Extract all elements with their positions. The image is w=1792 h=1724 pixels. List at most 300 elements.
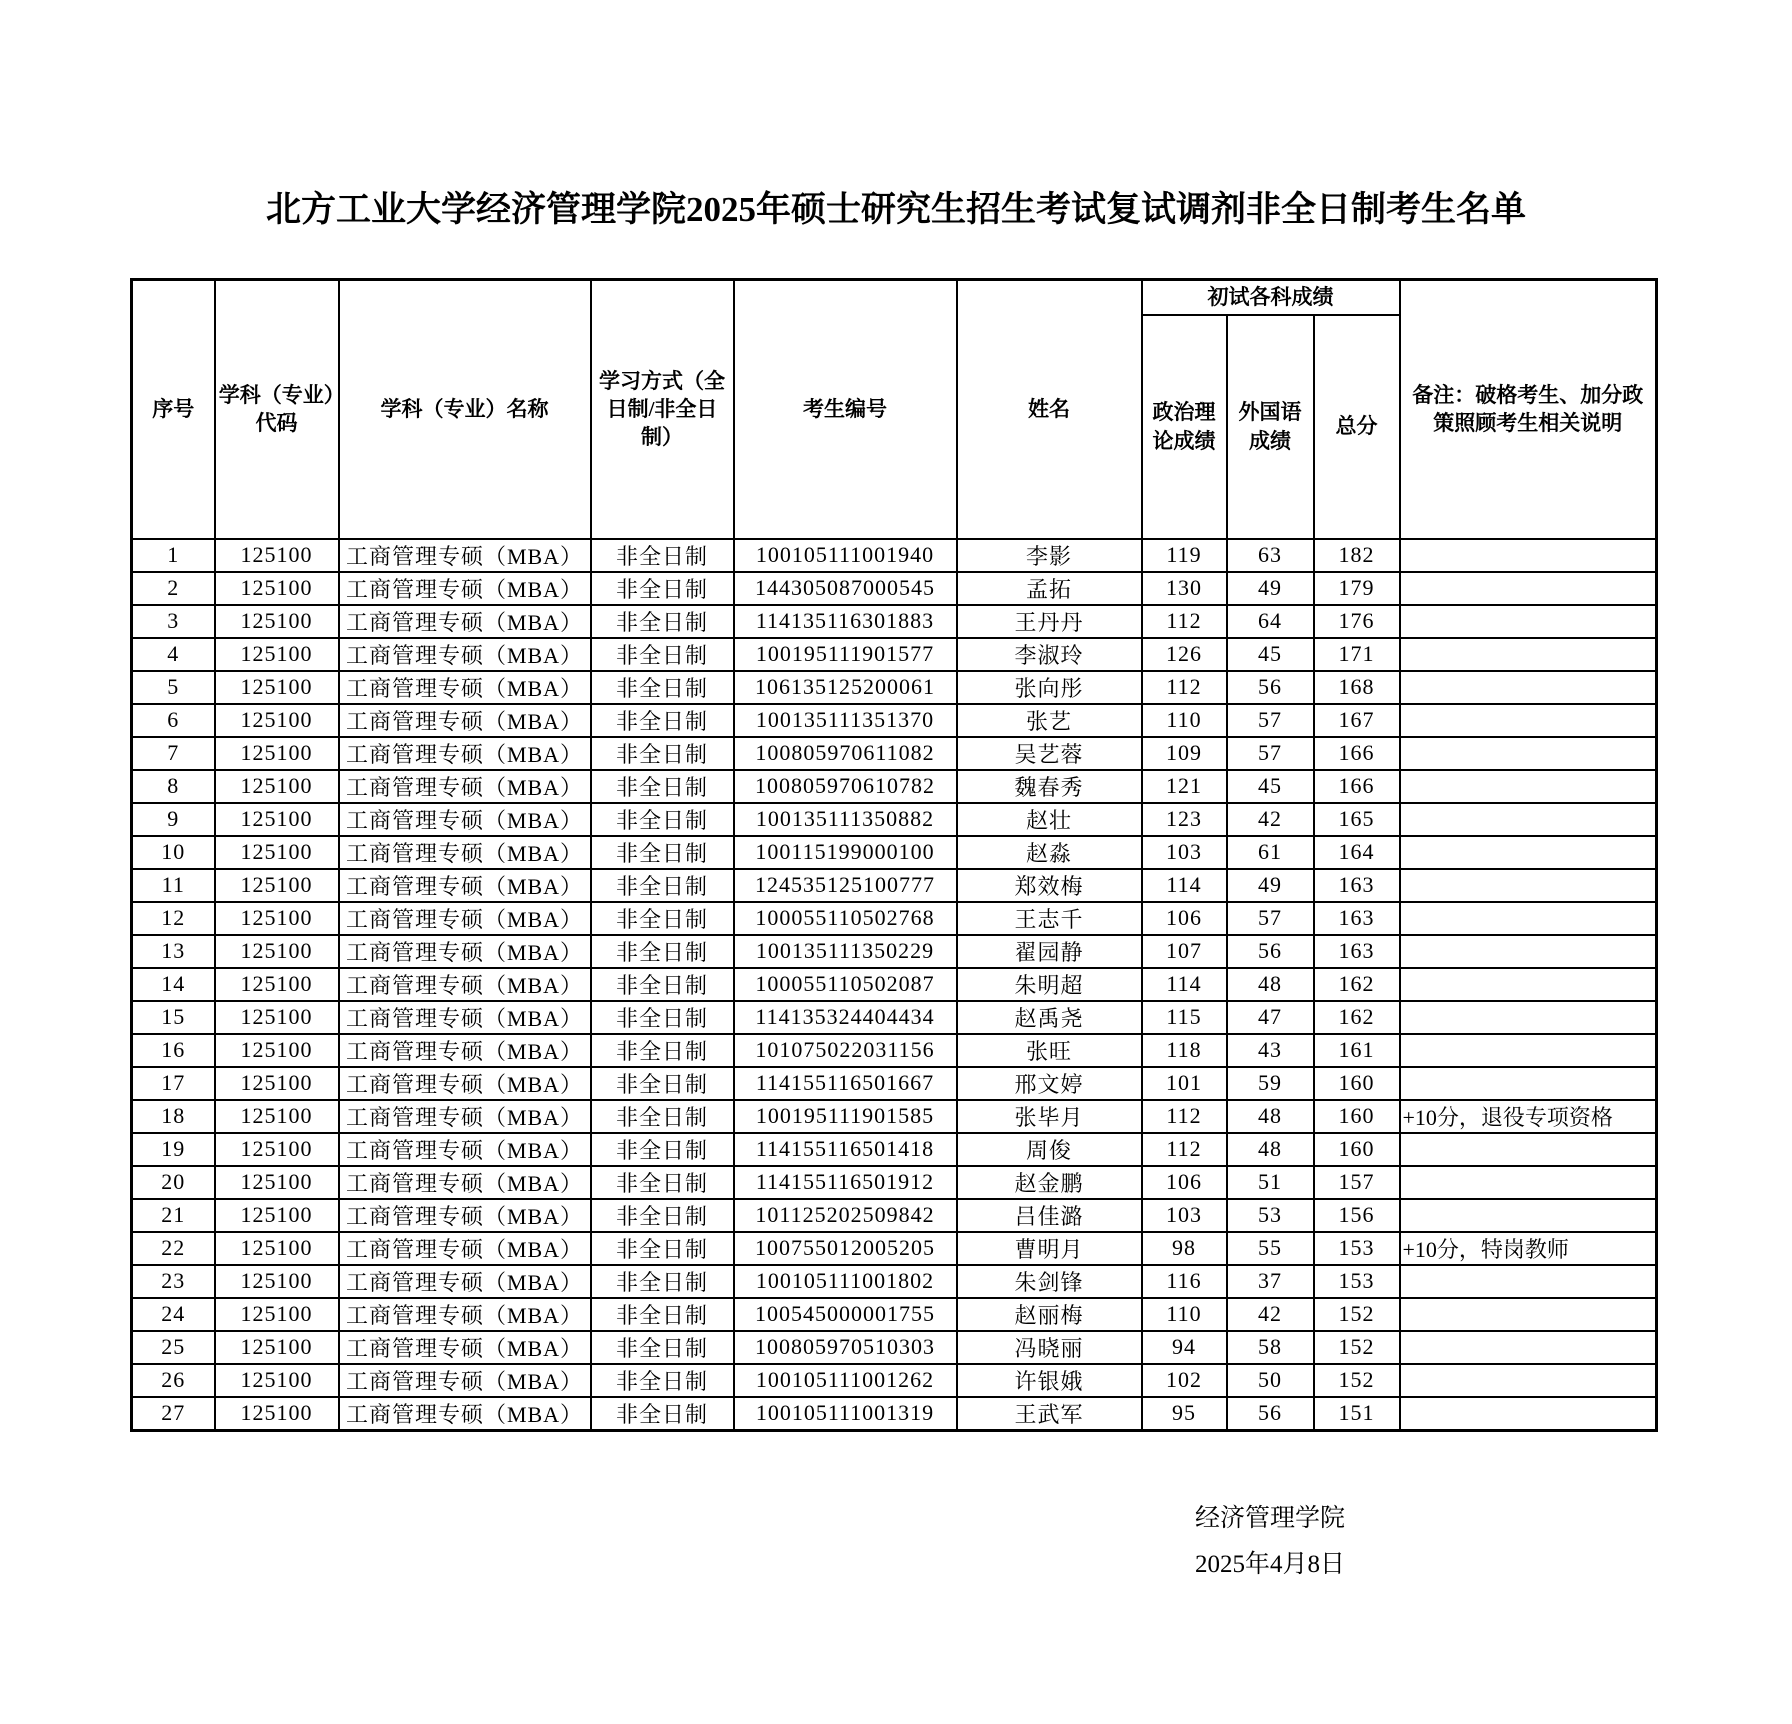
cell-index: 12 — [132, 902, 215, 935]
cell-mode: 非全日制 — [591, 1397, 734, 1431]
cell-remark — [1400, 935, 1657, 968]
cell-mode: 非全日制 — [591, 1133, 734, 1166]
cell-index: 22 — [132, 1232, 215, 1265]
cell-index: 1 — [132, 539, 215, 572]
cell-major: 工商管理专硕（MBA） — [339, 869, 591, 902]
cell-politics: 106 — [1142, 1166, 1227, 1199]
cell-code: 125100 — [215, 770, 339, 803]
cell-index: 18 — [132, 1100, 215, 1133]
cell-foreign: 45 — [1227, 770, 1314, 803]
header-remark: 备注：破格考生、加分政策照顾考生相关说明 — [1400, 280, 1657, 539]
table-row — [132, 1232, 1657, 1265]
cell-index: 7 — [132, 737, 215, 770]
cell-candidate_no: 100055110502768 — [734, 902, 957, 935]
table-row — [132, 968, 1657, 1001]
cell-code: 125100 — [215, 803, 339, 836]
header-total: 总分 — [1314, 315, 1400, 539]
cell-remark — [1400, 638, 1657, 671]
cell-remark: +10分，特岗教师 — [1400, 1232, 1657, 1265]
cell-major: 工商管理专硕（MBA） — [339, 1331, 591, 1364]
cell-mode: 非全日制 — [591, 968, 734, 1001]
cell-foreign: 48 — [1227, 1100, 1314, 1133]
cell-index: 11 — [132, 869, 215, 902]
cell-code: 125100 — [215, 539, 339, 572]
cell-candidate_no: 100805970611082 — [734, 737, 957, 770]
cell-mode: 非全日制 — [591, 539, 734, 572]
cell-name: 李影 — [957, 539, 1142, 572]
cell-remark — [1400, 770, 1657, 803]
cell-major: 工商管理专硕（MBA） — [339, 671, 591, 704]
cell-name: 许银娥 — [957, 1364, 1142, 1397]
cell-candidate_no: 100115199000100 — [734, 836, 957, 869]
cell-foreign: 57 — [1227, 704, 1314, 737]
table-row — [132, 1100, 1657, 1133]
cell-politics: 98 — [1142, 1232, 1227, 1265]
cell-name: 魏春秀 — [957, 770, 1142, 803]
cell-name: 赵金鹏 — [957, 1166, 1142, 1199]
cell-candidate_no: 101125202509842 — [734, 1199, 957, 1232]
cell-politics: 102 — [1142, 1364, 1227, 1397]
cell-politics: 123 — [1142, 803, 1227, 836]
cell-candidate_no: 100055110502087 — [734, 968, 957, 1001]
cell-code: 125100 — [215, 572, 339, 605]
cell-politics: 101 — [1142, 1067, 1227, 1100]
cell-foreign: 37 — [1227, 1265, 1314, 1298]
table-row — [132, 1133, 1657, 1166]
table-header — [132, 280, 1657, 539]
header-row-1 — [132, 280, 1657, 315]
cell-candidate_no: 100195111901585 — [734, 1100, 957, 1133]
table-row — [132, 1166, 1657, 1199]
cell-total: 156 — [1314, 1199, 1400, 1232]
signature-org: 经济管理学院 — [1194, 1505, 1345, 1532]
cell-index: 26 — [132, 1364, 215, 1397]
cell-total: 176 — [1314, 605, 1400, 638]
table-row — [132, 869, 1657, 902]
cell-foreign: 56 — [1227, 935, 1314, 968]
cell-remark — [1400, 1298, 1657, 1331]
table-row — [132, 539, 1657, 572]
cell-candidate_no: 114155116501667 — [734, 1067, 957, 1100]
cell-total: 167 — [1314, 704, 1400, 737]
cell-politics: 112 — [1142, 1100, 1227, 1133]
cell-total: 162 — [1314, 1001, 1400, 1034]
cell-foreign: 47 — [1227, 1001, 1314, 1034]
cell-total: 166 — [1314, 737, 1400, 770]
cell-mode: 非全日制 — [591, 704, 734, 737]
cell-foreign: 56 — [1227, 1397, 1314, 1431]
cell-foreign: 58 — [1227, 1331, 1314, 1364]
cell-name: 孟拓 — [957, 572, 1142, 605]
cell-candidate_no: 100805970510303 — [734, 1331, 957, 1364]
header-foreign: 外国语成绩 — [1227, 315, 1314, 539]
cell-index: 13 — [132, 935, 215, 968]
cell-major: 工商管理专硕（MBA） — [339, 770, 591, 803]
cell-total: 164 — [1314, 836, 1400, 869]
table-row — [132, 737, 1657, 770]
header-name: 姓名 — [957, 280, 1142, 539]
cell-candidate_no: 100755012005205 — [734, 1232, 957, 1265]
cell-major: 工商管理专硕（MBA） — [339, 1265, 591, 1298]
cell-major: 工商管理专硕（MBA） — [339, 605, 591, 638]
cell-mode: 非全日制 — [591, 605, 734, 638]
cell-remark: +10分，退役专项资格 — [1400, 1100, 1657, 1133]
cell-total: 151 — [1314, 1397, 1400, 1431]
cell-politics: 114 — [1142, 869, 1227, 902]
cell-foreign: 42 — [1227, 803, 1314, 836]
cell-major: 工商管理专硕（MBA） — [339, 638, 591, 671]
header-candidate-no: 考生编号 — [734, 280, 957, 539]
cell-politics: 107 — [1142, 935, 1227, 968]
cell-remark — [1400, 605, 1657, 638]
cell-politics: 109 — [1142, 737, 1227, 770]
table-row — [132, 1298, 1657, 1331]
cell-mode: 非全日制 — [591, 1034, 734, 1067]
cell-name: 吕佳潞 — [957, 1199, 1142, 1232]
cell-major: 工商管理专硕（MBA） — [339, 1199, 591, 1232]
cell-major: 工商管理专硕（MBA） — [339, 572, 591, 605]
cell-foreign: 61 — [1227, 836, 1314, 869]
cell-politics: 112 — [1142, 1133, 1227, 1166]
cell-code: 125100 — [215, 1133, 339, 1166]
cell-foreign: 63 — [1227, 539, 1314, 572]
cell-total: 163 — [1314, 869, 1400, 902]
signature-block — [1100, 1496, 1440, 1588]
cell-mode: 非全日制 — [591, 1265, 734, 1298]
cell-index: 10 — [132, 836, 215, 869]
cell-code: 125100 — [215, 869, 339, 902]
cell-remark — [1400, 1265, 1657, 1298]
cell-total: 161 — [1314, 1034, 1400, 1067]
cell-mode: 非全日制 — [591, 572, 734, 605]
cell-code: 125100 — [215, 1034, 339, 1067]
cell-code: 125100 — [215, 935, 339, 968]
cell-mode: 非全日制 — [591, 1001, 734, 1034]
cell-candidate_no: 106135125200061 — [734, 671, 957, 704]
cell-foreign: 56 — [1227, 671, 1314, 704]
cell-index: 4 — [132, 638, 215, 671]
cell-foreign: 45 — [1227, 638, 1314, 671]
cell-total: 163 — [1314, 935, 1400, 968]
cell-candidate_no: 100105111001802 — [734, 1265, 957, 1298]
cell-mode: 非全日制 — [591, 638, 734, 671]
cell-mode: 非全日制 — [591, 1364, 734, 1397]
cell-remark — [1400, 704, 1657, 737]
cell-name: 冯晓丽 — [957, 1331, 1142, 1364]
cell-name: 李淑玲 — [957, 638, 1142, 671]
cell-index: 23 — [132, 1265, 215, 1298]
cell-mode: 非全日制 — [591, 1298, 734, 1331]
cell-total: 160 — [1314, 1100, 1400, 1133]
cell-politics: 126 — [1142, 638, 1227, 671]
cell-major: 工商管理专硕（MBA） — [339, 737, 591, 770]
cell-index: 9 — [132, 803, 215, 836]
cell-foreign: 53 — [1227, 1199, 1314, 1232]
cell-remark — [1400, 968, 1657, 1001]
cell-candidate_no: 124535125100777 — [734, 869, 957, 902]
cell-remark — [1400, 539, 1657, 572]
cell-mode: 非全日制 — [591, 770, 734, 803]
cell-name: 翟园静 — [957, 935, 1142, 968]
cell-code: 125100 — [215, 1100, 339, 1133]
table-row — [132, 1331, 1657, 1364]
cell-code: 125100 — [215, 638, 339, 671]
cell-name: 王志千 — [957, 902, 1142, 935]
cell-politics: 112 — [1142, 605, 1227, 638]
cell-total: 168 — [1314, 671, 1400, 704]
cell-foreign: 48 — [1227, 968, 1314, 1001]
cell-major: 工商管理专硕（MBA） — [339, 935, 591, 968]
cell-name: 赵壮 — [957, 803, 1142, 836]
cell-candidate_no: 100135111350229 — [734, 935, 957, 968]
cell-foreign: 51 — [1227, 1166, 1314, 1199]
table-row — [132, 638, 1657, 671]
cell-major: 工商管理专硕（MBA） — [339, 1364, 591, 1397]
cell-major: 工商管理专硕（MBA） — [339, 836, 591, 869]
table-row — [132, 1001, 1657, 1034]
header-major: 学科（专业）名称 — [339, 280, 591, 539]
cell-name: 张毕月 — [957, 1100, 1142, 1133]
cell-politics: 112 — [1142, 671, 1227, 704]
cell-remark — [1400, 737, 1657, 770]
cell-candidate_no: 100135111351370 — [734, 704, 957, 737]
table-row — [132, 1067, 1657, 1100]
cell-remark — [1400, 671, 1657, 704]
cell-code: 125100 — [215, 1364, 339, 1397]
cell-index: 24 — [132, 1298, 215, 1331]
cell-code: 125100 — [215, 836, 339, 869]
cell-major: 工商管理专硕（MBA） — [339, 1034, 591, 1067]
cell-foreign: 42 — [1227, 1298, 1314, 1331]
cell-major: 工商管理专硕（MBA） — [339, 1100, 591, 1133]
cell-code: 125100 — [215, 671, 339, 704]
cell-candidate_no: 114155116501912 — [734, 1166, 957, 1199]
signature-date: 2025年4月8日 — [1194, 1551, 1345, 1578]
cell-index: 15 — [132, 1001, 215, 1034]
cell-mode: 非全日制 — [591, 1232, 734, 1265]
header-index: 序号 — [132, 280, 215, 539]
cell-name: 赵淼 — [957, 836, 1142, 869]
cell-name: 郑效梅 — [957, 869, 1142, 902]
cell-code: 125100 — [215, 1232, 339, 1265]
cell-candidate_no: 100545000001755 — [734, 1298, 957, 1331]
cell-foreign: 49 — [1227, 572, 1314, 605]
table-row — [132, 1265, 1657, 1298]
cell-total: 160 — [1314, 1133, 1400, 1166]
cell-candidate_no: 100195111901577 — [734, 638, 957, 671]
cell-mode: 非全日制 — [591, 836, 734, 869]
cell-total: 166 — [1314, 770, 1400, 803]
cell-politics: 114 — [1142, 968, 1227, 1001]
cell-mode: 非全日制 — [591, 902, 734, 935]
cell-name: 王武军 — [957, 1397, 1142, 1431]
cell-total: 171 — [1314, 638, 1400, 671]
cell-name: 朱剑锋 — [957, 1265, 1142, 1298]
cell-remark — [1400, 1199, 1657, 1232]
cell-major: 工商管理专硕（MBA） — [339, 1067, 591, 1100]
cell-total: 165 — [1314, 803, 1400, 836]
cell-code: 125100 — [215, 1199, 339, 1232]
cell-major: 工商管理专硕（MBA） — [339, 968, 591, 1001]
cell-foreign: 64 — [1227, 605, 1314, 638]
cell-remark — [1400, 572, 1657, 605]
cell-candidate_no: 144305087000545 — [734, 572, 957, 605]
cell-remark — [1400, 1364, 1657, 1397]
cell-name: 朱明超 — [957, 968, 1142, 1001]
cell-politics: 110 — [1142, 1298, 1227, 1331]
cell-name: 赵禹尧 — [957, 1001, 1142, 1034]
cell-total: 157 — [1314, 1166, 1400, 1199]
cell-index: 25 — [132, 1331, 215, 1364]
cell-mode: 非全日制 — [591, 671, 734, 704]
cell-foreign: 57 — [1227, 737, 1314, 770]
cell-candidate_no: 100105111001262 — [734, 1364, 957, 1397]
cell-politics: 110 — [1142, 704, 1227, 737]
cell-remark — [1400, 1331, 1657, 1364]
cell-total: 153 — [1314, 1265, 1400, 1298]
cell-code: 125100 — [215, 1298, 339, 1331]
cell-candidate_no: 114155116501418 — [734, 1133, 957, 1166]
table-body — [132, 539, 1657, 1431]
table-row — [132, 902, 1657, 935]
table-row — [132, 1034, 1657, 1067]
cell-foreign: 59 — [1227, 1067, 1314, 1100]
cell-politics: 118 — [1142, 1034, 1227, 1067]
cell-total: 160 — [1314, 1067, 1400, 1100]
cell-remark — [1400, 1133, 1657, 1166]
cell-name: 周俊 — [957, 1133, 1142, 1166]
cell-index: 5 — [132, 671, 215, 704]
cell-code: 125100 — [215, 902, 339, 935]
table-row — [132, 605, 1657, 638]
cell-index: 19 — [132, 1133, 215, 1166]
cell-candidate_no: 100805970610782 — [734, 770, 957, 803]
cell-code: 125100 — [215, 1166, 339, 1199]
cell-remark — [1400, 836, 1657, 869]
header-mode: 学习方式（全日制/非全日制） — [591, 280, 734, 539]
cell-total: 152 — [1314, 1298, 1400, 1331]
cell-foreign: 49 — [1227, 869, 1314, 902]
table-row — [132, 935, 1657, 968]
cell-index: 3 — [132, 605, 215, 638]
cell-code: 125100 — [215, 968, 339, 1001]
table-row — [132, 1199, 1657, 1232]
cell-name: 曹明月 — [957, 1232, 1142, 1265]
table-row — [132, 671, 1657, 704]
cell-mode: 非全日制 — [591, 935, 734, 968]
cell-remark — [1400, 803, 1657, 836]
cell-major: 工商管理专硕（MBA） — [339, 1397, 591, 1431]
cell-candidate_no: 101075022031156 — [734, 1034, 957, 1067]
cell-total: 163 — [1314, 902, 1400, 935]
cell-politics: 130 — [1142, 572, 1227, 605]
cell-major: 工商管理专硕（MBA） — [339, 1133, 591, 1166]
cell-name: 王丹丹 — [957, 605, 1142, 638]
cell-candidate_no: 100105111001319 — [734, 1397, 957, 1431]
cell-total: 162 — [1314, 968, 1400, 1001]
cell-name: 张向彤 — [957, 671, 1142, 704]
cell-major: 工商管理专硕（MBA） — [339, 1166, 591, 1199]
cell-code: 125100 — [215, 1001, 339, 1034]
cell-index: 14 — [132, 968, 215, 1001]
candidate-table — [130, 278, 1658, 1432]
table-row — [132, 1397, 1657, 1431]
header-code: 学科（专业）代码 — [215, 280, 339, 539]
cell-mode: 非全日制 — [591, 803, 734, 836]
cell-major: 工商管理专硕（MBA） — [339, 539, 591, 572]
cell-index: 16 — [132, 1034, 215, 1067]
cell-candidate_no: 114135116301883 — [734, 605, 957, 638]
cell-politics: 95 — [1142, 1397, 1227, 1431]
cell-foreign: 43 — [1227, 1034, 1314, 1067]
cell-foreign: 57 — [1227, 902, 1314, 935]
cell-politics: 106 — [1142, 902, 1227, 935]
cell-index: 20 — [132, 1166, 215, 1199]
cell-candidate_no: 100105111001940 — [734, 539, 957, 572]
cell-index: 6 — [132, 704, 215, 737]
cell-code: 125100 — [215, 1397, 339, 1431]
cell-index: 17 — [132, 1067, 215, 1100]
table-row — [132, 836, 1657, 869]
cell-total: 153 — [1314, 1232, 1400, 1265]
cell-code: 125100 — [215, 1265, 339, 1298]
table-row — [132, 770, 1657, 803]
cell-mode: 非全日制 — [591, 737, 734, 770]
table-row — [132, 572, 1657, 605]
cell-remark — [1400, 902, 1657, 935]
cell-index: 8 — [132, 770, 215, 803]
cell-remark — [1400, 1001, 1657, 1034]
page-title: 北方工业大学经济管理学院2025年硕士研究生招生考试复试调剂非全日制考生名单 — [265, 190, 1526, 229]
cell-politics: 94 — [1142, 1331, 1227, 1364]
cell-politics: 115 — [1142, 1001, 1227, 1034]
cell-mode: 非全日制 — [591, 1166, 734, 1199]
cell-remark — [1400, 1034, 1657, 1067]
cell-candidate_no: 100135111350882 — [734, 803, 957, 836]
cell-name: 邢文婷 — [957, 1067, 1142, 1100]
cell-mode: 非全日制 — [591, 1100, 734, 1133]
cell-total: 182 — [1314, 539, 1400, 572]
cell-major: 工商管理专硕（MBA） — [339, 1001, 591, 1034]
table-row — [132, 803, 1657, 836]
cell-major: 工商管理专硕（MBA） — [339, 803, 591, 836]
cell-politics: 116 — [1142, 1265, 1227, 1298]
cell-index: 21 — [132, 1199, 215, 1232]
cell-politics: 119 — [1142, 539, 1227, 572]
cell-index: 27 — [132, 1397, 215, 1431]
cell-mode: 非全日制 — [591, 1067, 734, 1100]
cell-remark — [1400, 1397, 1657, 1431]
cell-remark — [1400, 1067, 1657, 1100]
cell-foreign: 48 — [1227, 1133, 1314, 1166]
table-row — [132, 1364, 1657, 1397]
cell-remark — [1400, 869, 1657, 902]
cell-major: 工商管理专硕（MBA） — [339, 902, 591, 935]
cell-remark — [1400, 1166, 1657, 1199]
cell-name: 张旺 — [957, 1034, 1142, 1067]
header-politics: 政治理论成绩 — [1142, 315, 1227, 539]
cell-code: 125100 — [215, 737, 339, 770]
cell-mode: 非全日制 — [591, 1331, 734, 1364]
table-row — [132, 704, 1657, 737]
cell-mode: 非全日制 — [591, 1199, 734, 1232]
cell-code: 125100 — [215, 704, 339, 737]
cell-mode: 非全日制 — [591, 869, 734, 902]
cell-total: 179 — [1314, 572, 1400, 605]
cell-name: 张艺 — [957, 704, 1142, 737]
cell-total: 152 — [1314, 1331, 1400, 1364]
cell-major: 工商管理专硕（MBA） — [339, 704, 591, 737]
